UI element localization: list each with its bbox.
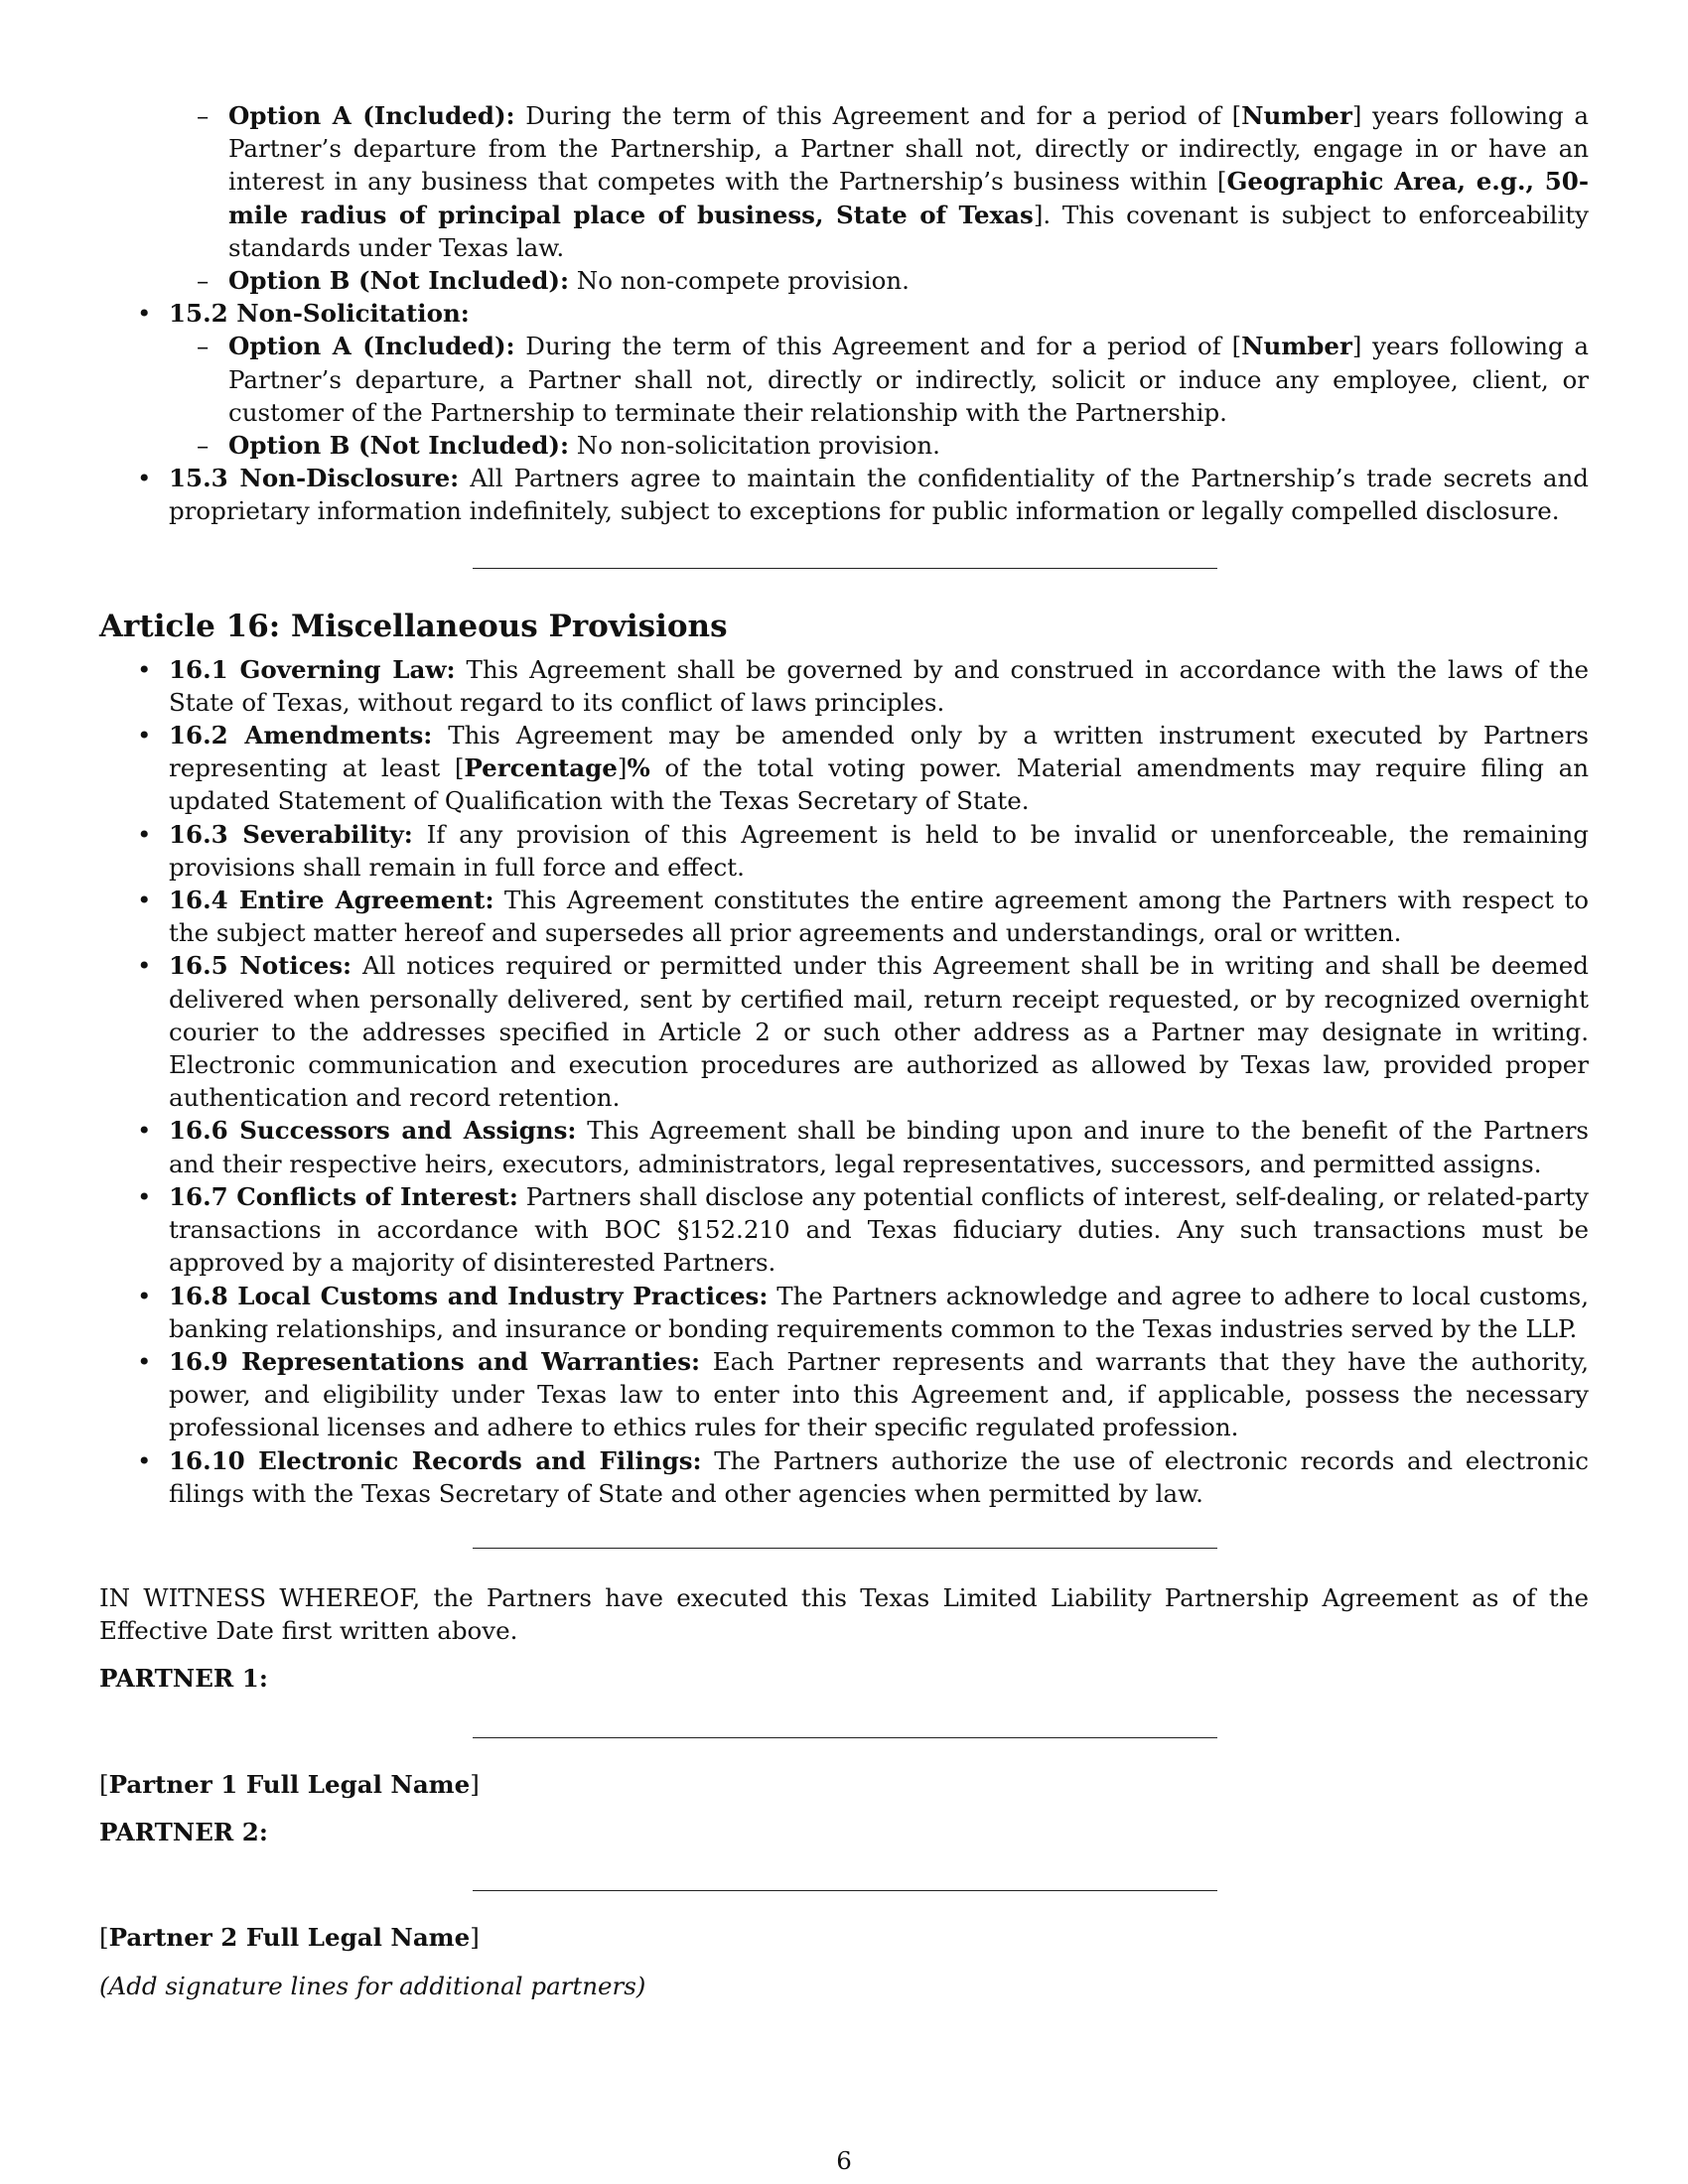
top-list [99,99,1589,528]
partner-1-signature-line [473,1737,1217,1738]
option-label: Option B (Not Included): [228,266,569,296]
partner-1-name: [Partner 1 Full Legal Name] [99,1769,480,1799]
section-16-4: • 16.4 Entire Agreement: This Agreement constitutes the entire agreement among the Partners with respect to the subject matter hereof and supersedes all prior agreements and understandings, oral or written. [99,884,1589,949]
noncompete-option-b: – Option B (Not Included): No non-compete provision. [99,264,1589,297]
article-16-list [99,653,1589,1510]
section-16-8: • 16.8 Local Customs and Industry Practices: The Partners acknowledge and agree to adhere to local customs, banking relationships, and insurance or bonding requirements common to the Texas industries served by the LLP. [99,1280,1589,1345]
section-16-1: • 16.1 Governing Law: This Agreement shall be governed by and construed in accordance with the laws of the State of Texas, without regard to its conflict of laws principles. [99,653,1589,719]
section-16-10: • 16.10 Electronic Records and Filings: The Partners authorize the use of electronic records and electronic filings with the Texas Secretary of State and other agencies when permitted by law. [99,1444,1589,1510]
section-16-7: • 16.7 Conflicts of Interest: Partners shall disclose any potential conflicts of interest, self-dealing, or related-party transactions in accordance with BOC §152.210 and Texas fiduciary duties. Any such transactions must be approved by a majority of disinterested Partners. [99,1180,1589,1280]
section-label: 15.3 Non-Disclosure: [169,464,460,493]
section-16-3: • 16.3 Severability: If any provision of this Agreement is held to be invalid or unenforceable, the remaining provisions shall remain in full force and effect. [99,818,1589,884]
noncompete-option-a: – Option A (Included): During the term of this Agreement and for a period of [Number] years following a Partner’s departure from the Partnership, a Partner shall not, directly or indirectly, engage in or have an interest in any business that competes with the Partnership’s business within [Geographic Area, e.g., 50-mile radius of principal place of business, State of Texas]. This covenant is subject to enforceability standards under Texas law. [99,99,1589,264]
option-label: Option B (Not Included): [228,431,569,461]
section-15-3: • 15.3 Non-Disclosure: All Partners agree to maintain the confidentiality of the Partnership’s trade secrets and proprietary information indefinitely, subject to exceptions for public information or legally compelled disclosure. [99,462,1589,527]
section-16-6: • 16.6 Successors and Assigns: This Agreement shall be binding upon and inure to the benefit of the Partners and their respective heirs, executors, administrators, legal representatives, successors, and permitted assigns. [99,1114,1589,1179]
partner-2-signature-line [473,1890,1217,1891]
section-16-2: • 16.2 Amendments: This Agreement may be amended only by a written instrument executed by Partners representing at least [Percentage]% of the total voting power. Material amendments may require filing an updated Statement of Qualification with the Texas Secretary of State. [99,719,1589,818]
partner-2-name: [Partner 2 Full Legal Name] [99,1922,480,1952]
section-16-9: • 16.9 Representations and Warranties: Each Partner represents and warrants that they have the authority, power, and eligibility under Texas law to enter into this Agreement and, if applicable, possess the necessary professional licenses and adhere to ethics rules for their specific regulated profession. [99,1345,1589,1444]
partner-2-label: PARTNER 2: [99,1817,268,1846]
horizontal-divider [473,568,1217,569]
section-label: 15.2 Non-Solicitation: [169,299,470,329]
section-16-5: • 16.5 Notices: All notices required or permitted under this Agreement shall be in writing and shall be deemed delivered when personally delivered, sent by certified mail, return receipt requested, or by recognized overnight courier to the addresses specified in Article 2 or such other address as a Partner may designate in writing. Electronic communication and execution procedures are authorized as allowed by Texas law, provided proper authentication and record retention. [99,949,1589,1114]
nonsolicitation-option-b: – Option B (Not Included): No non-solicitation provision. [99,429,1589,462]
option-label: Option A (Included): [228,332,515,361]
section-15-2 [99,297,1589,330]
horizontal-divider [473,1548,1217,1549]
article-16-heading: Article 16: Miscellaneous Provisions [99,608,728,644]
additional-partners-note: (Add signature lines for additional partners) [99,1972,646,2001]
page-number: 6 [836,2146,852,2175]
option-label: Option A (Included): [228,101,515,130]
witness-statement: IN WITNESS WHEREOF, the Partners have executed this Texas Limited Liability Partnership Agreement as of the Effective Date first written above. [99,1582,1589,1646]
partner-1-label: PARTNER 1: [99,1664,268,1694]
nonsolicitation-option-a: – Option A (Included): During the term of this Agreement and for a period of [Number] years following a Partner’s departure, a Partner shall not, directly or indirectly, solicit or induce any employee, client, or customer of the Partnership to terminate their relationship with the Partnership. [99,330,1589,429]
document-page [99,99,1589,2002]
